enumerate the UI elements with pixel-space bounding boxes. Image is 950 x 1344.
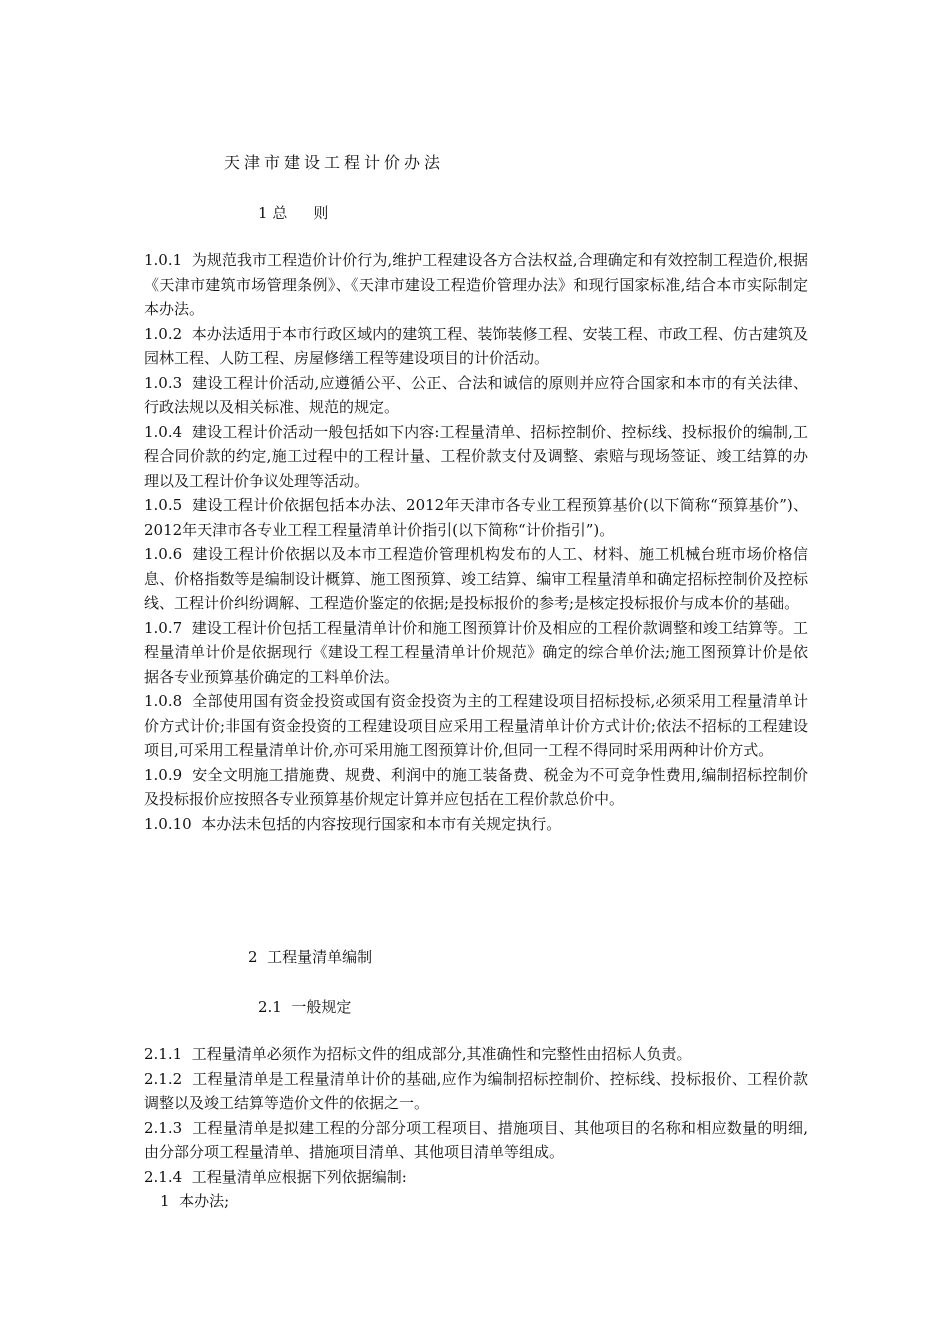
clause-text: 建设工程计价依据以及本市工程造价管理机构发布的人工、材料、施工机械台班市场价格信息、价格指数等是编制设计概算、施工图预算、竣工结算、编审工程量清单和确定招标控制价及控标线、工程计价纠纷调解、工程造价鉴定的依据;是投标报价的参考;是核定投标报价与成本价的基础。 (144, 545, 808, 612)
clause-number: 1.0.4 (144, 422, 183, 441)
paragraph (144, 371, 808, 420)
paragraph (144, 542, 808, 616)
section-2-1-heading (258, 996, 351, 1017)
clause-number: 1.0.10 (144, 814, 192, 833)
chapter-2-label: 工程量清单编制 (267, 948, 373, 966)
section-2-1-number: 2.1 (258, 998, 282, 1016)
chapter-1-number: 1 (258, 204, 268, 222)
clause-text: 为规范我市工程造价计价行为,维护工程建设各方合法权益,合理确定和有效控制工程造价,根据《天津市建筑市场管理条例》、《天津市建设工程造价管理办法》和现行国家标准,结合本市实际制定本办法。 (144, 251, 809, 318)
clause-number: 2.1.1 (144, 1045, 183, 1063)
paragraph (144, 493, 808, 542)
clause-text: 建设工程计价依据包括本办法、2012年天津市各专业工程预算基价(以下简称“预算基价”)、2012年天津市各专业工程工程量清单计价指引(以下简称“计价指引”)。 (144, 496, 808, 539)
section-2-1-label: 一般规定 (291, 998, 352, 1016)
chapter-1-heading (258, 202, 328, 223)
paragraph (144, 1067, 808, 1116)
clause-number: 1.0.3 (144, 373, 183, 392)
list-item-text: 本办法; (179, 1192, 230, 1210)
clause-text: 建设工程计价活动一般包括如下内容:工程量清单、招标控制价、控标线、投标报价的编制,工程合同价款的约定,施工过程中的工程计量、工程价款支付及调整、索赔与现场签证、竣工结算的办理以及工程计价争议处理等活动。 (144, 422, 808, 490)
clause-text: 建设工程计价包括工程量清单计价和施工图预算计价及相应的工程价款调整和竣工结算等。工程量清单计价是依据现行《建设工程工程量清单计价规范》确定的综合单价法;施工图预算计价是依据各专业预算基价确定的工料单价法。 (144, 618, 808, 686)
clause-number: 1.0.9 (144, 765, 183, 784)
clause-text: 工程量清单是拟建工程的分部分项工程项目、措施项目、其他项目的名称和相应数量的明细,由分部分项工程量清单、措施项目清单、其他项目清单等组成。 (144, 1118, 808, 1161)
list-item (144, 1189, 808, 1214)
paragraph (144, 689, 808, 763)
list-item-number: 1 (160, 1192, 170, 1210)
document-title: 天津市建设工程计价办法 (224, 153, 445, 172)
clause-text: 工程量清单必须作为招标文件的组成部分,其准确性和完整性由招标人负责。 (191, 1045, 692, 1063)
clause-text: 安全文明施工措施费、规费、利润中的施工装备费、税金为不可竞争性费用,编制招标控制价及投标报价应按照各专业预算基价规定计算并应包括在工程价款总价中。 (144, 765, 808, 808)
chapter-1-body (144, 248, 808, 836)
paragraph (144, 812, 808, 837)
clause-number: 1.0.8 (144, 692, 183, 710)
paragraph (144, 420, 808, 494)
paragraph (144, 248, 808, 322)
clause-text: 工程量清单应根据下列依据编制: (191, 1167, 407, 1186)
clause-number: 1.0.5 (144, 496, 183, 514)
paragraph (144, 763, 808, 812)
clause-text: 建设工程计价活动,应遵循公平、公正、合法和诚信的原则并应符合国家和本市的有关法律、行政法规以及相关标准、规范的规定。 (144, 373, 808, 416)
chapter-1-label-a: 总 (272, 204, 288, 222)
clause-number: 1.0.7 (144, 618, 183, 637)
paragraph (144, 616, 808, 690)
chapter-2-number: 2 (248, 948, 258, 966)
clause-text: 工程量清单是工程量清单计价的基础,应作为编制招标控制价、控标线、投标报价、工程价款调整以及竣工结算等造价文件的依据之一。 (144, 1069, 808, 1112)
chapter-2-heading (248, 946, 372, 967)
clause-number: 1.0.6 (144, 545, 183, 563)
clause-number: 2.1.4 (144, 1167, 183, 1186)
paragraph (144, 1116, 808, 1165)
paragraph (144, 1165, 808, 1190)
chapter-1-label-b: 则 (313, 204, 329, 222)
section-2-1-body (144, 1042, 808, 1214)
clause-text: 全部使用国有资金投资或国有资金投资为主的工程建设项目招标投标,必须采用工程量清单计价方式计价;非国有资金投资的工程建设项目应采用工程量清单计价方式计价;依法不招标的工程建设项目,可采用工程量清单计价,亦可采用施工图预算计价,但同一工程不得同时采用两种计价方式。 (144, 692, 808, 759)
clause-text: 本办法适用于本市行政区域内的建筑工程、装饰装修工程、安装工程、市政工程、仿古建筑及园林工程、人防工程、房屋修缮工程等建设项目的计价活动。 (144, 324, 808, 367)
paragraph (144, 322, 808, 371)
paragraph (144, 1042, 808, 1067)
clause-number: 1.0.1 (144, 251, 183, 269)
clause-number: 1.0.2 (144, 324, 183, 343)
clause-text: 本办法未包括的内容按现行国家和本市有关规定执行。 (201, 814, 562, 833)
clause-number: 2.1.3 (144, 1118, 183, 1137)
clause-number: 2.1.2 (144, 1069, 183, 1088)
